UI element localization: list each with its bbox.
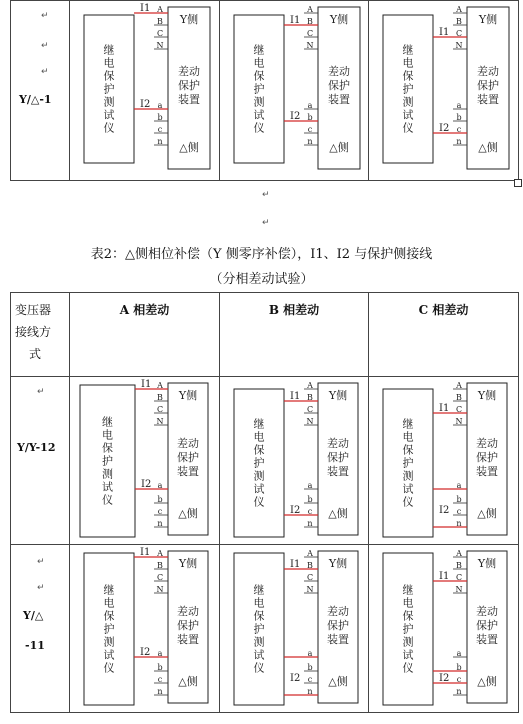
diagram-cell-c [369, 377, 519, 545]
terminal-label: c [456, 125, 462, 134]
terminal-label: N [455, 417, 463, 426]
device-label: 装置 [177, 632, 199, 646]
device-label: 差动 [328, 65, 350, 79]
terminal-label: c [307, 675, 313, 684]
terminal-label: a [307, 649, 313, 658]
delta-side-label: △侧 [328, 507, 348, 520]
tester-label: 继电保护测试仪 [102, 415, 113, 507]
delta-side-label: △侧 [328, 675, 348, 688]
device-label: 差动 [476, 604, 498, 618]
wiring-diagram-svg [70, 1, 218, 179]
tester-label: 继电保护测试仪 [253, 43, 265, 135]
wiring-diagram-svg [70, 377, 218, 543]
wiring-table [10, 292, 519, 713]
terminal-label: C [455, 405, 463, 414]
terminal-label: B [456, 561, 462, 570]
current-i2-label: I2 [439, 123, 450, 134]
header-transformer-wiring [11, 293, 70, 377]
wiring-diagram [369, 1, 518, 179]
return-mark: ↵ [41, 67, 49, 77]
diagram-cell-c [369, 545, 519, 713]
wiring-diagram-svg [369, 545, 517, 711]
wiring-diagram [220, 545, 368, 711]
terminal-label: b [456, 663, 462, 672]
terminal-label: b [157, 663, 163, 672]
current-i2-label: I2 [290, 505, 301, 516]
terminal-label: C [306, 573, 314, 582]
wiring-diagram-svg [369, 1, 517, 179]
y-side-label: Y侧 [178, 557, 198, 570]
terminal-label: B [456, 17, 462, 26]
terminal-label: C [455, 29, 463, 38]
terminal-label: b [157, 495, 163, 504]
terminal-label: C [455, 573, 463, 582]
device-label: 保护 [476, 618, 498, 632]
terminal-label: a [307, 101, 313, 110]
row-label-cell [11, 1, 70, 181]
terminal-label: c [157, 675, 163, 684]
delta-side-label: △侧 [478, 141, 498, 154]
diagram-cell-b [220, 545, 369, 713]
device-label: 差动 [177, 436, 199, 450]
terminal-label: N [156, 585, 164, 594]
terminal-label: c [456, 675, 462, 684]
row-label-cell [11, 377, 70, 545]
terminal-label: C [156, 29, 164, 38]
tester-label: 继电保护测试仪 [253, 417, 265, 509]
current-i2-label: I2 [140, 99, 151, 110]
diagram-cell-b [220, 1, 369, 181]
current-i1-label: I1 [439, 27, 450, 38]
return-mark: ↵ [262, 190, 270, 200]
terminal-label: A [456, 5, 462, 14]
wiring-diagram [70, 1, 219, 179]
terminal-label: n [157, 137, 163, 146]
terminal-label: c [307, 125, 313, 134]
current-i1-label: I1 [140, 3, 151, 14]
diagram-cell-a [70, 377, 220, 545]
current-i1-label: I1 [141, 379, 152, 390]
return-mark: ↵ [41, 41, 49, 51]
y-side-label: Y侧 [328, 557, 348, 570]
terminal-label: a [157, 649, 163, 658]
wiring-diagram-svg [220, 377, 368, 543]
terminal-label: b [456, 495, 462, 504]
header-b-phase [220, 293, 369, 377]
device-label: 保护 [327, 450, 349, 464]
terminal-label: N [306, 41, 314, 50]
terminal-label: A [456, 549, 462, 558]
y-side-label: Y侧 [178, 389, 198, 402]
device-label: 装置 [178, 93, 200, 107]
device-label: 差动 [327, 604, 349, 618]
wiring-diagram [369, 377, 518, 543]
terminal-label: n [307, 687, 313, 696]
terminal-label: N [455, 41, 463, 50]
terminal-label: N [306, 585, 314, 594]
return-mark: ↵ [37, 557, 45, 567]
terminal-label: b [456, 113, 462, 122]
return-mark: ↵ [37, 583, 45, 593]
terminal-label: n [456, 687, 462, 696]
row-label-cell [11, 545, 70, 713]
wiring-diagram [70, 545, 219, 711]
terminal-label: A [157, 381, 163, 390]
current-i1-label: I1 [290, 391, 301, 402]
terminal-label: A [307, 5, 313, 14]
table-title: 表2：△侧相位补偿（Y 侧零序补偿），I1、I2 与保护侧接线 [90, 247, 433, 262]
wiring-type-label: -11 [25, 639, 45, 652]
column-label: C 相差动 [418, 303, 469, 317]
header-line: 变压器 [15, 303, 52, 317]
terminal-label: C [156, 405, 164, 414]
current-i2-label: I2 [439, 505, 450, 516]
terminal-label: c [157, 125, 163, 134]
wiring-type-label: Y/△-1 [19, 93, 52, 106]
terminal-label: b [307, 113, 313, 122]
device-label: 差动 [477, 65, 499, 79]
table-resize-handle[interactable] [514, 179, 522, 187]
header-a-phase [70, 293, 220, 377]
device-label: 差动 [327, 436, 349, 450]
y-side-label: Y侧 [179, 13, 199, 26]
device-label: 差动 [177, 604, 199, 618]
y-side-label: Y侧 [328, 389, 348, 402]
current-i2-label: I2 [140, 647, 151, 658]
terminal-label: A [157, 5, 163, 14]
device-label: 保护 [328, 79, 350, 93]
terminal-label: N [156, 41, 164, 50]
terminal-label: N [306, 417, 314, 426]
terminal-label: B [307, 561, 313, 570]
terminal-label: A [307, 381, 313, 390]
terminal-label: C [306, 405, 314, 414]
terminal-label: B [456, 393, 462, 402]
terminal-label: N [455, 585, 463, 594]
terminal-label: b [307, 663, 313, 672]
device-label: 装置 [177, 464, 199, 478]
return-mark: ↵ [262, 218, 270, 228]
terminal-label: A [456, 381, 462, 390]
terminal-label: c [307, 507, 313, 516]
current-i2-label: I2 [290, 673, 301, 684]
device-label: 保护 [327, 618, 349, 632]
diagram-cell-b [220, 377, 369, 545]
device-label: 保护 [177, 450, 199, 464]
terminal-label: B [157, 561, 163, 570]
device-label: 差动 [476, 436, 498, 450]
device-label: 装置 [327, 464, 349, 478]
device-label: 装置 [477, 93, 499, 107]
terminal-label: c [456, 507, 462, 516]
tester-label: 继电保护测试仪 [103, 583, 115, 675]
y-side-label: Y侧 [477, 389, 497, 402]
header-c-phase [369, 293, 519, 377]
wiring-diagram [220, 377, 368, 543]
terminal-label: a [456, 101, 462, 110]
current-i1-label: I1 [290, 15, 301, 26]
terminal-label: n [307, 137, 313, 146]
tester-label: 继电保护测试仪 [103, 43, 115, 135]
delta-side-label: △侧 [477, 675, 497, 688]
wiring-type-label: Y/△ [23, 609, 44, 622]
top-wiring-table [10, 0, 519, 181]
y-side-label: Y侧 [478, 13, 498, 26]
wiring-diagram-svg [220, 545, 368, 711]
wiring-diagram-svg [369, 377, 517, 543]
header-line: 式 [29, 347, 42, 361]
terminal-label: n [456, 137, 462, 146]
tester-label: 继电保护测试仪 [253, 583, 265, 675]
wiring-diagram-svg [220, 1, 368, 179]
diagram-cell-a [70, 1, 220, 181]
table-subtitle: （分相差动试验） [209, 272, 314, 287]
device-label: 装置 [328, 93, 350, 107]
terminal-label: c [157, 507, 163, 516]
delta-side-label: △侧 [329, 141, 349, 154]
y-side-label: Y侧 [477, 557, 497, 570]
return-mark: ↵ [41, 11, 49, 21]
terminal-label: C [156, 573, 164, 582]
terminal-label: B [307, 17, 313, 26]
y-side-label: Y侧 [329, 13, 349, 26]
terminal-label: C [306, 29, 314, 38]
terminal-label: n [307, 519, 313, 528]
terminal-label: B [157, 17, 163, 26]
device-label: 保护 [177, 618, 199, 632]
current-i1-label: I1 [140, 547, 151, 558]
terminal-label: A [307, 549, 313, 558]
wiring-diagram [369, 545, 518, 711]
device-label: 保护 [477, 79, 499, 93]
wiring-diagram [220, 1, 368, 179]
device-label: 保护 [178, 79, 200, 93]
delta-side-label: △侧 [477, 507, 497, 520]
current-i1-label: I1 [439, 403, 450, 414]
header-line: 接线方 [15, 325, 52, 339]
terminal-label: a [307, 481, 313, 490]
tester-label: 继电保护测试仪 [402, 43, 414, 135]
current-i2-label: I2 [141, 479, 152, 490]
current-i2-label: I2 [290, 111, 301, 122]
terminal-label: a [456, 649, 462, 658]
wiring-diagram-svg [70, 545, 218, 711]
delta-side-label: △侧 [179, 141, 199, 154]
terminal-label: A [157, 549, 163, 558]
terminal-label: b [307, 495, 313, 504]
terminal-label: a [157, 481, 163, 490]
terminal-label: b [157, 113, 163, 122]
tester-label: 继电保护测试仪 [402, 417, 414, 509]
current-i1-label: I1 [290, 559, 301, 570]
device-label: 装置 [476, 464, 498, 478]
tester-label: 继电保护测试仪 [402, 583, 414, 675]
current-i2-label: I2 [439, 673, 450, 684]
terminal-label: a [157, 101, 163, 110]
column-label: A 相差动 [119, 303, 170, 317]
terminal-label: B [307, 393, 313, 402]
device-label: 装置 [476, 632, 498, 646]
delta-side-label: △侧 [178, 675, 198, 688]
delta-side-label: △侧 [178, 507, 198, 520]
terminal-label: B [157, 393, 163, 402]
column-label: B 相差动 [268, 303, 320, 317]
terminal-label: a [456, 481, 462, 490]
diagram-cell-c [369, 1, 519, 181]
terminal-label: N [156, 417, 164, 426]
terminal-label: n [157, 687, 163, 696]
device-label: 保护 [476, 450, 498, 464]
diagram-cell-a [70, 545, 220, 713]
device-label: 装置 [327, 632, 349, 646]
return-mark: ↵ [37, 387, 45, 397]
device-label: 差动 [178, 65, 200, 79]
wiring-type-label: Y/Y-12 [17, 441, 56, 454]
terminal-label: n [456, 519, 462, 528]
current-i1-label: I1 [439, 571, 450, 582]
wiring-diagram [70, 377, 219, 543]
terminal-label: n [157, 519, 163, 528]
